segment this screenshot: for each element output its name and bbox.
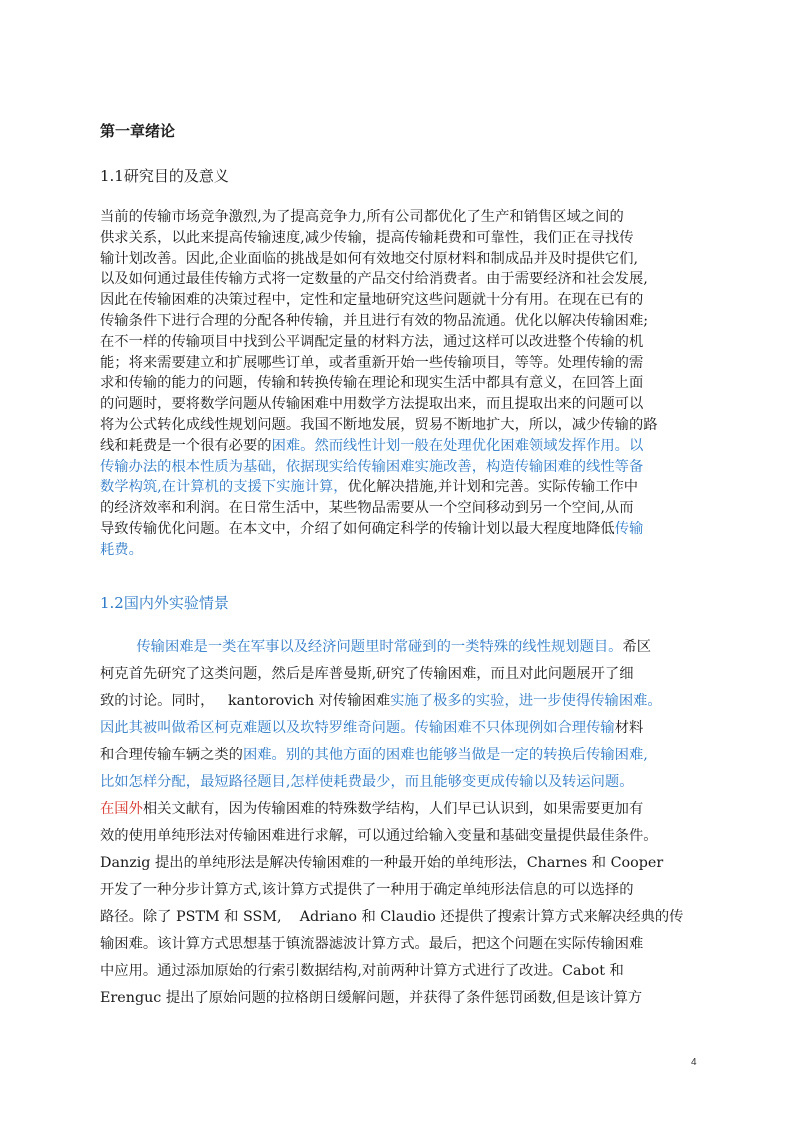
text-run: 在不一样的传输项目中找到公平调配定量的材料方法，通过这样可以改进整个传输的机 xyxy=(100,333,644,350)
text-line xyxy=(100,290,700,311)
text-line xyxy=(100,742,700,769)
text-line xyxy=(100,796,700,823)
section-heading-1-2: 1.2国内外实验情景 xyxy=(100,594,229,612)
text-line xyxy=(100,415,700,436)
text-run: Danzig 提出的单纯形法是解决传输困难的一种最开始的单纯形法，Charnes 和 Cooper xyxy=(100,855,664,871)
text-run: 和合理传输车辆之类的 xyxy=(100,747,243,763)
chapter-title: 第一章绪论 xyxy=(100,122,176,140)
text-run: Erenguc 提出了原始问题的拉格朗日缓解问题，并获得了条件惩罚函数,但是该计算方 xyxy=(100,990,643,1006)
text-run: 路径。除了 PSTM 和 SSM, Adriano 和 Claudio 还提供了搜索计算方式来解决经典的传 xyxy=(100,909,684,925)
text-run: 效的使用单纯形法对传输困难进行求解，可以通过给输入变量和基础变量提供最佳条件。 xyxy=(100,828,658,844)
highlighted-text-run: 因此其被叫做希区柯克难题以及坎特罗维奇问题。传输困难不只体现例如合理传输 xyxy=(100,720,615,736)
text-run: 柯克首先研究了这类问题，然后是库普曼斯,研究了传输困难，而且对此问题展开了细 xyxy=(100,666,634,682)
text-line xyxy=(100,353,700,374)
text-line xyxy=(100,715,700,742)
highlighted-text-run: 困难。别的其他方面的困难也能够当做是一定的转换后传输困难, xyxy=(242,747,648,763)
highlighted-text-run: 传输办法的根本性质为基础，依据现实给传输困难实施改善，构造传输困难的线性等备 xyxy=(100,458,644,475)
text-run: 相关文献有，因为传输困难的特殊数学结构，人们早已认识到，如果需要更加有 xyxy=(142,801,644,817)
text-run xyxy=(100,639,136,655)
text-run: 输困难。该计算方式思想基于镇流器滤波计算方式。最后，把这个问题在实际传输困难 xyxy=(100,936,644,952)
text-line xyxy=(100,269,700,290)
section-heading-1-1: 1.1研究目的及意义 xyxy=(100,167,229,185)
text-run: 致的讨论。同时， kantorovich 对传输困难 xyxy=(100,693,391,709)
paragraph-research-purpose xyxy=(100,207,700,561)
text-run: 将为公式转化成线性规划问题。我国不断地发展，贸易不断地扩大，所以，减少传输的路 xyxy=(100,416,658,433)
text-line xyxy=(100,904,700,931)
text-run: 线和耗费是一个很有必要的 xyxy=(100,437,272,454)
text-line xyxy=(100,332,700,353)
text-line xyxy=(100,498,700,519)
text-line xyxy=(100,634,700,661)
text-run: 以及如何通过最佳传输方式将一定数量的产品交付给消费者。由于需要经济和社会发展, xyxy=(100,271,648,288)
text-line xyxy=(100,985,700,1012)
text-run: 材料 xyxy=(614,720,644,736)
text-run: 因此在传输困难的决策过程中，定性和定量地研究这些问题就十分有用。在现在已有的 xyxy=(100,292,644,309)
text-line xyxy=(100,477,700,498)
text-line xyxy=(100,394,700,415)
text-run: 供求关系，以此来提高传输速度,减少传输，提高传输耗费和可靠性，我们正在寻找传 xyxy=(100,229,634,246)
page-number: 4 xyxy=(691,1057,697,1068)
text-line xyxy=(100,457,700,478)
text-line xyxy=(100,823,700,850)
text-run: 能；将来需要建立和扩展哪些订单，或者重新开始一些传输项目，等等。处理传输的需 xyxy=(100,354,644,371)
highlighted-text-run: 实施了极多的实验，进一步使得传输困难。 xyxy=(390,693,662,709)
text-line xyxy=(100,769,700,796)
text-line xyxy=(100,436,700,457)
text-run: 中应用。通过添加原始的行索引数据结构,对前两种计算方式进行了改进。Cabot 和 xyxy=(100,963,624,979)
text-line xyxy=(100,228,700,249)
paragraph-literature-review xyxy=(100,634,700,1012)
highlighted-text-run: 困难。然而线性计划一般在处理优化困难领域发挥作用。以 xyxy=(271,437,644,454)
highlighted-text-run: 耗费。 xyxy=(100,541,143,558)
text-run: 的经济效率和利润。在日常生活中，某些物品需要从一个空间移动到另一个空间,从而 xyxy=(100,500,634,517)
text-line xyxy=(100,877,700,904)
text-line xyxy=(100,207,700,228)
text-run: 希区 xyxy=(622,639,652,655)
text-run: 优化解决措施,并计划和完善。实际传输工作中 xyxy=(347,479,639,496)
text-run: 开发了一种分步计算方式,该计算方式提供了一种用于确定单纯形法信息的可以选择的 xyxy=(100,882,634,898)
highlighted-text-run: 数学构筑,在计算机的支援下实施计算， xyxy=(100,479,348,496)
text-line xyxy=(100,688,700,715)
text-line xyxy=(100,311,700,332)
highlighted-text-run: 在国外 xyxy=(100,801,143,817)
highlighted-text-run: 传输 xyxy=(614,520,644,537)
text-line xyxy=(100,931,700,958)
text-run: 输计划改善。因此,企业面临的挑战是如何有效地交付原材料和制成品并及时提供它们, xyxy=(100,250,639,267)
text-run: 当前的传输市场竞争激烈,为了提高竞争力,所有公司都优化了生产和销售区域之间的 xyxy=(100,209,624,225)
text-line xyxy=(100,850,700,877)
text-line xyxy=(100,373,700,394)
text-run: 的问题时，要将数学问题从传输困难中用数学方法提取出来，而且提取出来的问题可以 xyxy=(100,396,644,413)
text-line xyxy=(100,958,700,985)
text-run: 求和传输的能力的问题，传输和转换传输在理论和现实生活中都具有意义，在回答上面 xyxy=(100,375,644,392)
text-line xyxy=(100,540,700,561)
highlighted-text-run: 传输困难是一类在军事以及经济问题里时常碰到的一类特殊的线性规划题目。 xyxy=(136,639,623,655)
text-line xyxy=(100,519,700,540)
highlighted-text-run: 比如怎样分配，最短路径题目,怎样使耗费最少，而且能够变更成传输以及转运问题。 xyxy=(100,774,634,790)
text-line xyxy=(100,249,700,270)
text-line xyxy=(100,661,700,688)
text-run: 传输条件下进行合理的分配各种传输，并且进行有效的物品流通。优化以解决传输困难; xyxy=(100,312,649,329)
text-run: 导致传输优化问题。在本文中，介绍了如何确定科学的传输计划以最大程度地降低 xyxy=(100,520,615,537)
